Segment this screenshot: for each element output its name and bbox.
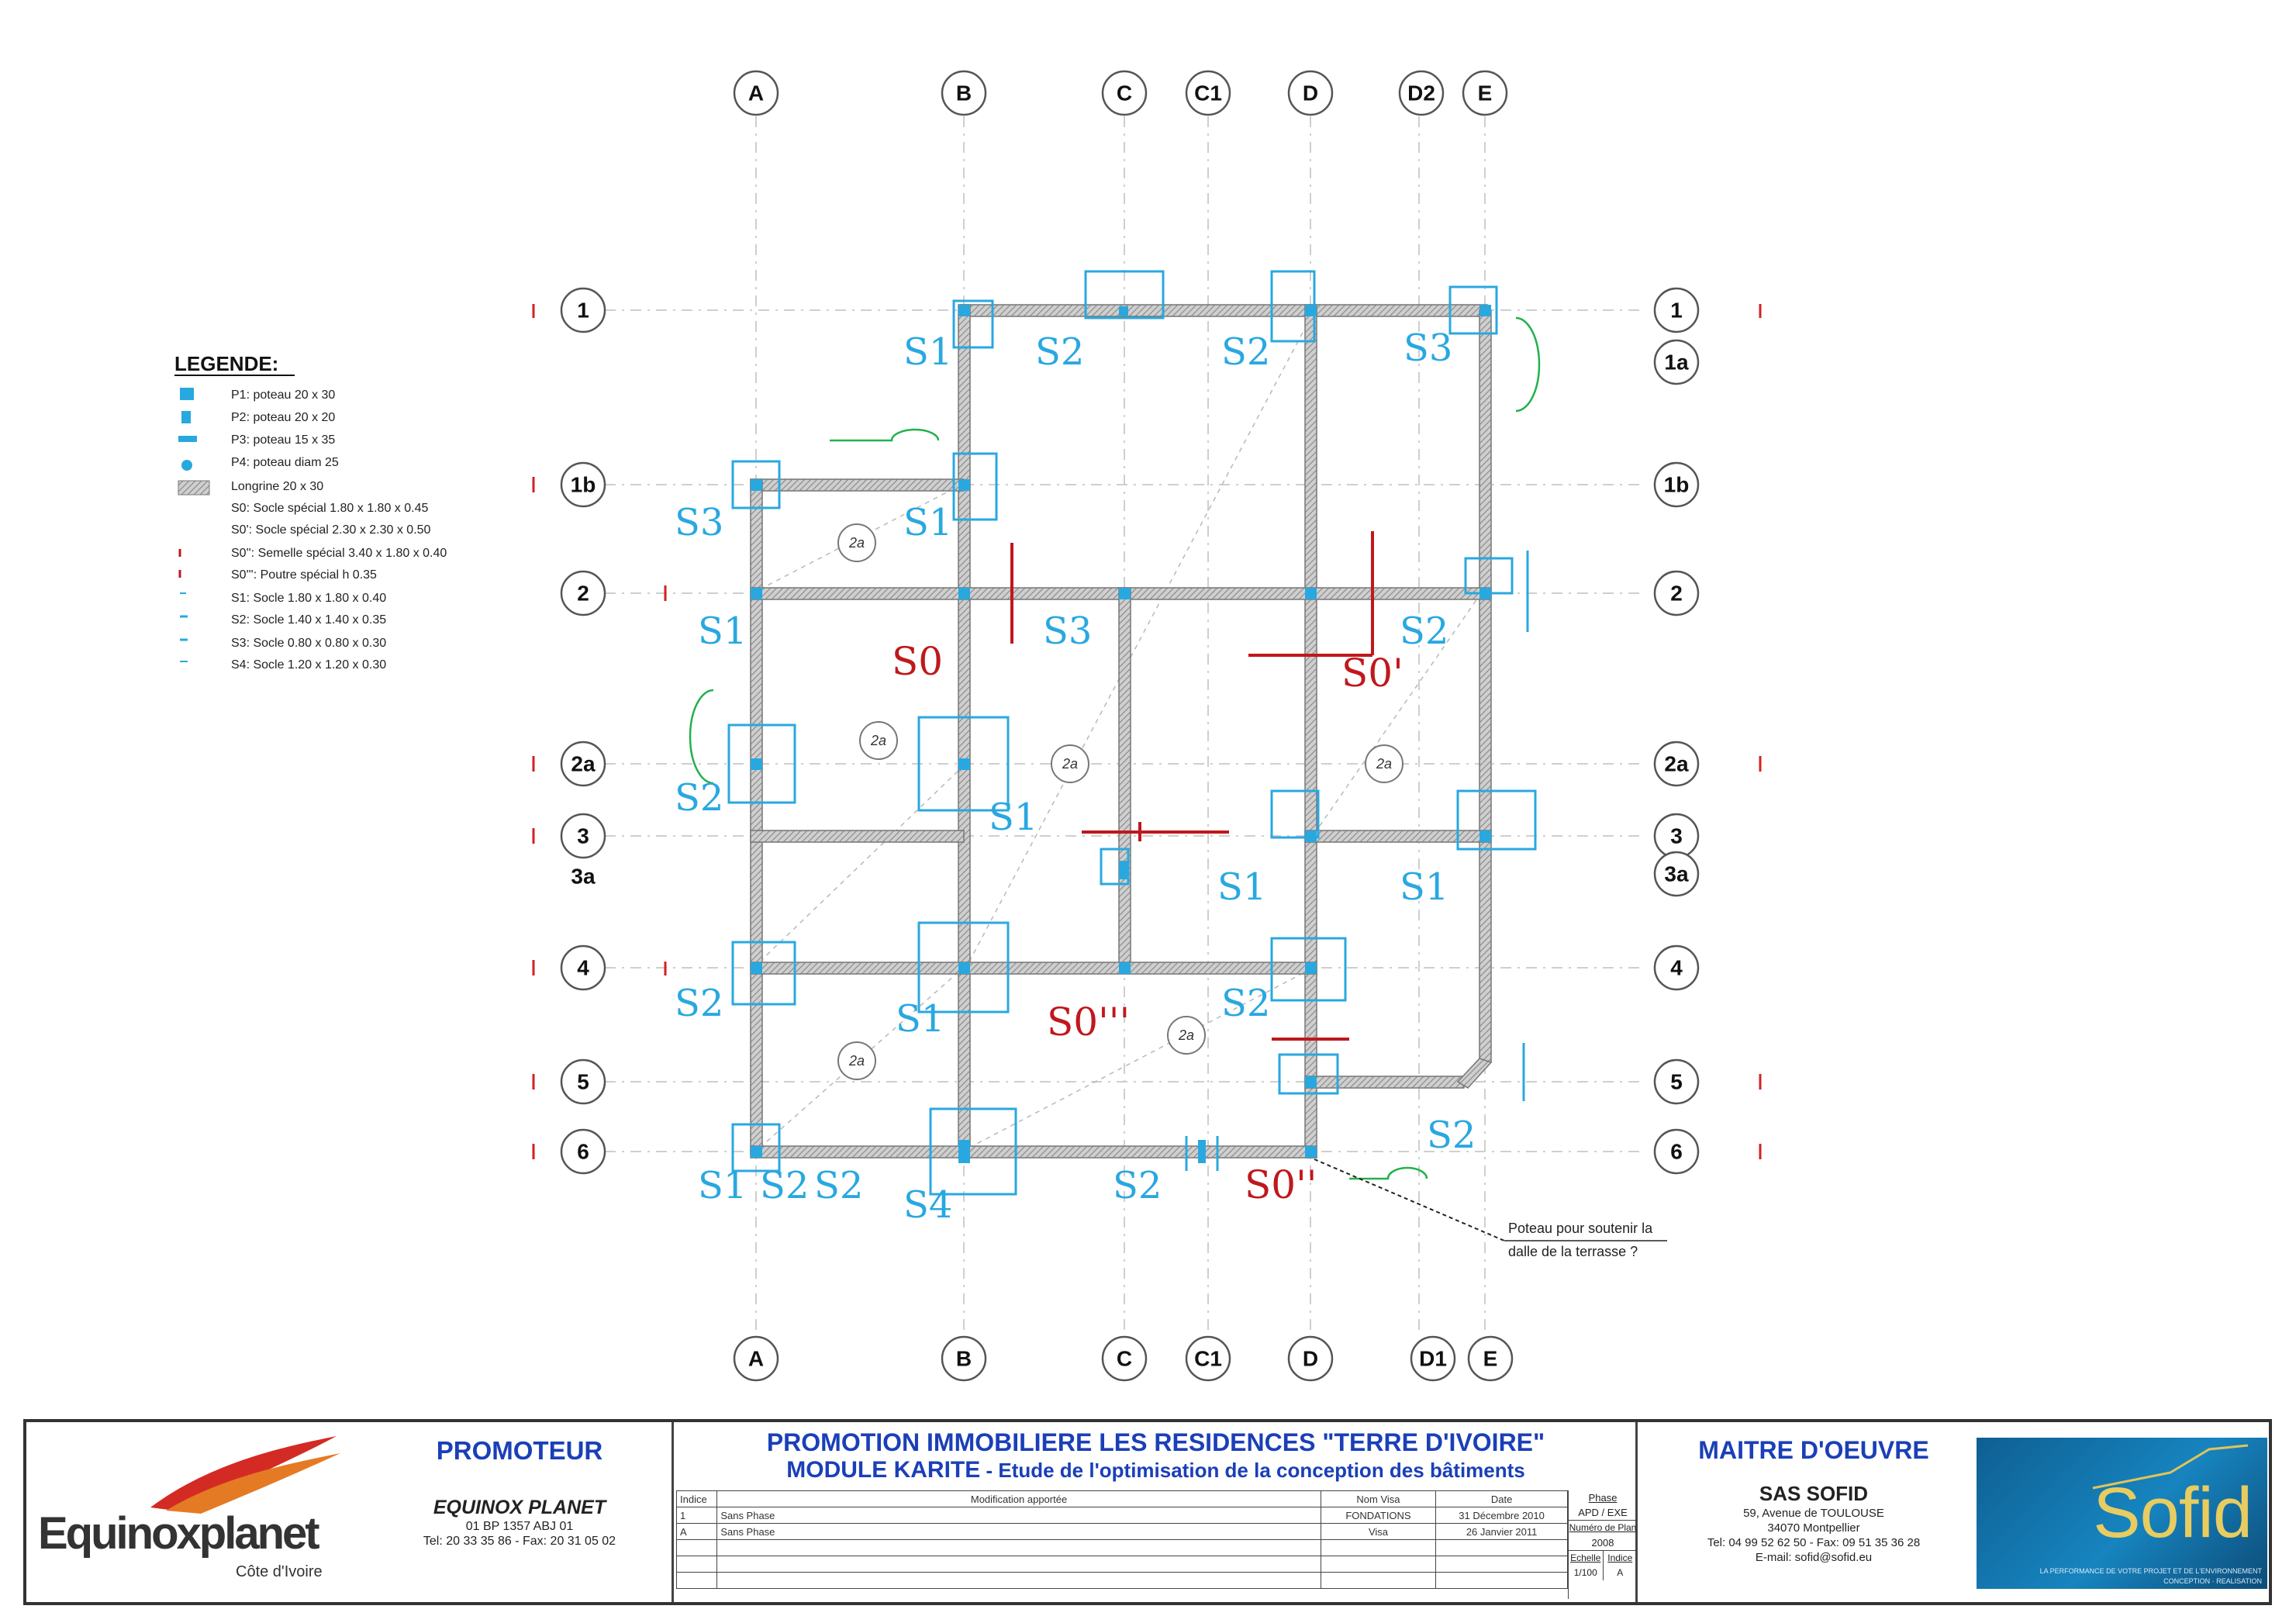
grid-label-left: 3a: [571, 864, 596, 889]
plan-number-label: Numéro de Plan: [1569, 1520, 1637, 1535]
footing-label: S2: [1221, 330, 1271, 374]
grid-label-top: E: [1477, 81, 1493, 105]
footing-label: S2: [814, 1164, 864, 1207]
rev-cell: A: [677, 1524, 717, 1540]
rev-header-cell: Date: [1436, 1491, 1568, 1507]
plan-number-value: 2008: [1591, 1537, 1614, 1549]
legend-item: S0': Socle spécial 2.30 x 2.30 x 0.50: [231, 523, 431, 537]
promoteur-tel: Tel: 20 33 35 86 - Fax: 20 31 05 02: [423, 1535, 616, 1548]
grid-label-right: 1a: [1664, 350, 1689, 375]
footing-label: S1: [1400, 865, 1449, 909]
slab-mark: 2a: [1376, 756, 1393, 772]
scale-label: Echelle: [1570, 1552, 1601, 1563]
project-title: PROMOTION IMMOBILIERE LES RESIDENCES "TERRE D'IVOIRE": [766, 1428, 1545, 1456]
rev-cell: Visa: [1321, 1524, 1435, 1540]
grid-label-right: 2: [1670, 581, 1683, 606]
legend-item: S0: Socle spécial 1.80 x 1.80 x 0.45: [231, 502, 429, 515]
grid-label-top: C: [1116, 81, 1133, 105]
legend-item: S0'': Semelle spécial 3.40 x 1.80 x 0.40: [231, 547, 447, 560]
phase-cells: [1568, 1490, 1637, 1599]
grid-label-bottom: D1: [1419, 1346, 1447, 1371]
grid-label-right: 6: [1670, 1139, 1683, 1164]
project-block: [676, 1422, 1638, 1602]
phase-label: Phase: [1588, 1492, 1618, 1504]
legend-symbol-p4: [181, 460, 192, 471]
grid-bubbles-right: [1655, 288, 1698, 1173]
grid-label-top: B: [955, 81, 972, 105]
note-line-1: Poteau pour soutenir la: [1508, 1221, 1653, 1236]
grid-bubbles-bottom: [734, 1337, 1512, 1380]
grid-label-left: 2: [577, 581, 589, 606]
equinox-logo: [34, 1430, 360, 1597]
grid-label-right: 2a: [1664, 751, 1689, 776]
legend-title: LEGENDE:: [174, 352, 279, 375]
swoosh-icon: [34, 1430, 360, 1515]
grid-label-left: 1b: [570, 472, 596, 497]
promoteur-heading: PROMOTEUR: [436, 1436, 603, 1465]
grid-label-left: 1: [577, 298, 589, 323]
grid-bubbles-left: [561, 288, 605, 1173]
grid-label-right: 3a: [1664, 862, 1689, 886]
scale-value: 1/100: [1573, 1567, 1597, 1578]
note-leader: [1314, 1159, 1667, 1259]
slab-mark: 2a: [848, 1053, 865, 1069]
legend-item: P1: poteau 20 x 30: [231, 388, 336, 402]
legend-item: P3: poteau 15 x 35: [231, 433, 336, 447]
legend-item: S0''': Poutre spécial h 0.35: [231, 568, 377, 582]
dimension-ticks: [533, 304, 1760, 1159]
rev-header-cell: Nom Visa: [1321, 1491, 1435, 1507]
note-line-2: dalle de la terrasse ?: [1508, 1244, 1638, 1259]
grid-label-left: 2a: [571, 751, 596, 776]
footing-label: S3: [1403, 326, 1453, 370]
grid-label-left: 3: [577, 824, 589, 848]
footing-label: S1: [698, 609, 747, 653]
legend-symbol-p3: [178, 436, 197, 442]
footing-label: S2: [1221, 982, 1271, 1025]
footing-label: S1: [903, 330, 953, 374]
slab-mark: 2a: [1178, 1027, 1195, 1043]
sofid-logo-text: Sofid: [2093, 1473, 2252, 1552]
equinox-logo-sub: Côte d'Ivoire: [236, 1563, 323, 1580]
title-block: [23, 1419, 2272, 1605]
grid-label-bottom: C1: [1194, 1346, 1222, 1371]
legend-item: S3: Socle 0.80 x 0.80 x 0.30: [231, 637, 387, 650]
sofid-tagline: LA PERFORMANCE DE VOTRE PROJET ET DE L'ENVIRONNEMENT: [2039, 1567, 2262, 1575]
revision-table: [676, 1490, 1568, 1589]
slab-mark: 2a: [870, 733, 887, 748]
grid-label-bottom: B: [955, 1346, 972, 1371]
grid-label-left: 6: [577, 1139, 589, 1164]
footing-label: S2: [675, 776, 724, 820]
legend-item: Longrine 20 x 30: [231, 480, 324, 493]
legend-symbol-p2: [181, 411, 191, 423]
rev-header-cell: Indice: [677, 1491, 717, 1507]
rev-cell: 1: [677, 1507, 717, 1524]
grid-label-bottom: A: [747, 1346, 765, 1371]
footing-label: S2: [675, 982, 724, 1025]
moe-name: SAS SOFID: [1759, 1482, 1869, 1505]
slab-mark: 2a: [848, 535, 865, 551]
grid-bubbles-top: [734, 71, 1507, 115]
rev-header-cell: Modification apportée: [717, 1491, 1321, 1507]
rev-cell: Sans Phase: [717, 1507, 1321, 1524]
grid-label-top: C1: [1194, 81, 1222, 105]
footing-label: S2: [760, 1164, 810, 1207]
footing-label: S1: [896, 997, 945, 1041]
legend: [174, 352, 447, 672]
moe-address-1: 59, Avenue de TOULOUSE: [1743, 1507, 1884, 1520]
footing-label: S1: [989, 796, 1038, 839]
sofid-tagline-2: CONCEPTION · REALISATION: [2163, 1577, 2262, 1585]
grid-label-right: 4: [1670, 955, 1683, 980]
moe-tel: Tel: 04 99 52 62 50 - Fax: 09 51 35 36 28: [1707, 1536, 1921, 1549]
moe-block: [1639, 1422, 1988, 1602]
footing-label: S1: [903, 501, 953, 544]
grid-label-bottom: D: [1302, 1346, 1319, 1371]
promoteur-name: EQUINOX PLANET: [433, 1497, 606, 1518]
grid-label-left: 5: [577, 1069, 589, 1094]
grid-label-top: D: [1302, 81, 1319, 105]
moe-email: E-mail: sofid@sofid.eu: [1755, 1551, 1873, 1564]
special-label: S0': [1341, 651, 1403, 696]
moe-address-2: 34070 Montpellier: [1767, 1521, 1860, 1535]
grid-label-right: 5: [1670, 1069, 1683, 1094]
footing-label: S2: [1113, 1164, 1162, 1207]
legend-item: S1: Socle 1.80 x 1.80 x 0.40: [231, 592, 387, 605]
footing-label: S2: [1427, 1114, 1476, 1157]
special-label: S0'': [1245, 1162, 1317, 1207]
index-label: Indice: [1607, 1552, 1633, 1563]
footing-label: S2: [1400, 609, 1449, 653]
sofid-logo: [1977, 1438, 2267, 1589]
grid-label-bottom: E: [1483, 1346, 1498, 1371]
footing-label: S3: [675, 501, 724, 544]
rev-cell: FONDATIONS: [1321, 1507, 1435, 1524]
rev-cell: 31 Décembre 2010: [1436, 1507, 1568, 1524]
grid-label-right: 1b: [1663, 472, 1690, 497]
rev-cell: 26 Janvier 2011: [1436, 1524, 1568, 1540]
green-details: [690, 318, 1539, 1179]
index-value: A: [1617, 1567, 1624, 1578]
special-label: S0''': [1047, 1000, 1131, 1045]
footing-label: S3: [1043, 609, 1093, 653]
legend-item: S2: Socle 1.40 x 1.40 x 0.35: [231, 613, 387, 627]
footing-label: S2: [1035, 330, 1085, 374]
moe-heading: MAITRE D'OEUVRE: [1698, 1436, 1929, 1464]
grid-label-right: 3: [1670, 824, 1683, 848]
slab-mark: 2a: [1062, 756, 1079, 772]
phase-value: APD / EXE: [1578, 1507, 1628, 1518]
grid-label-bottom: C: [1116, 1346, 1133, 1371]
special-label: S0: [892, 639, 944, 684]
footing-label: S1: [1217, 865, 1267, 909]
legend-symbol-longrine: [178, 481, 209, 495]
grid-label-top: A: [747, 81, 765, 105]
grid-label-right: 1: [1670, 298, 1683, 323]
legend-item: P4: poteau diam 25: [231, 456, 339, 469]
equinox-logo-text: Equinoxplanet: [38, 1508, 318, 1559]
promoteur-address: 01 BP 1357 ABJ 01: [465, 1520, 574, 1533]
legend-symbol-p1: [180, 388, 194, 400]
grid-label-top: D2: [1407, 81, 1435, 105]
rev-cell: Sans Phase: [717, 1524, 1321, 1540]
footing-label: S1: [698, 1164, 747, 1207]
module-title: MODULE KARITE: [786, 1457, 981, 1483]
grid-label-left: 4: [577, 955, 589, 980]
footing-label: S4: [903, 1183, 953, 1227]
legend-item: S4: Socle 1.20 x 1.20 x 0.30: [231, 658, 387, 672]
legend-item: P2: poteau 20 x 20: [231, 411, 336, 424]
module-subtitle: - Etude de l'optimisation de la conception des bâtiments: [980, 1459, 1525, 1482]
promoteur-block: [368, 1422, 674, 1602]
